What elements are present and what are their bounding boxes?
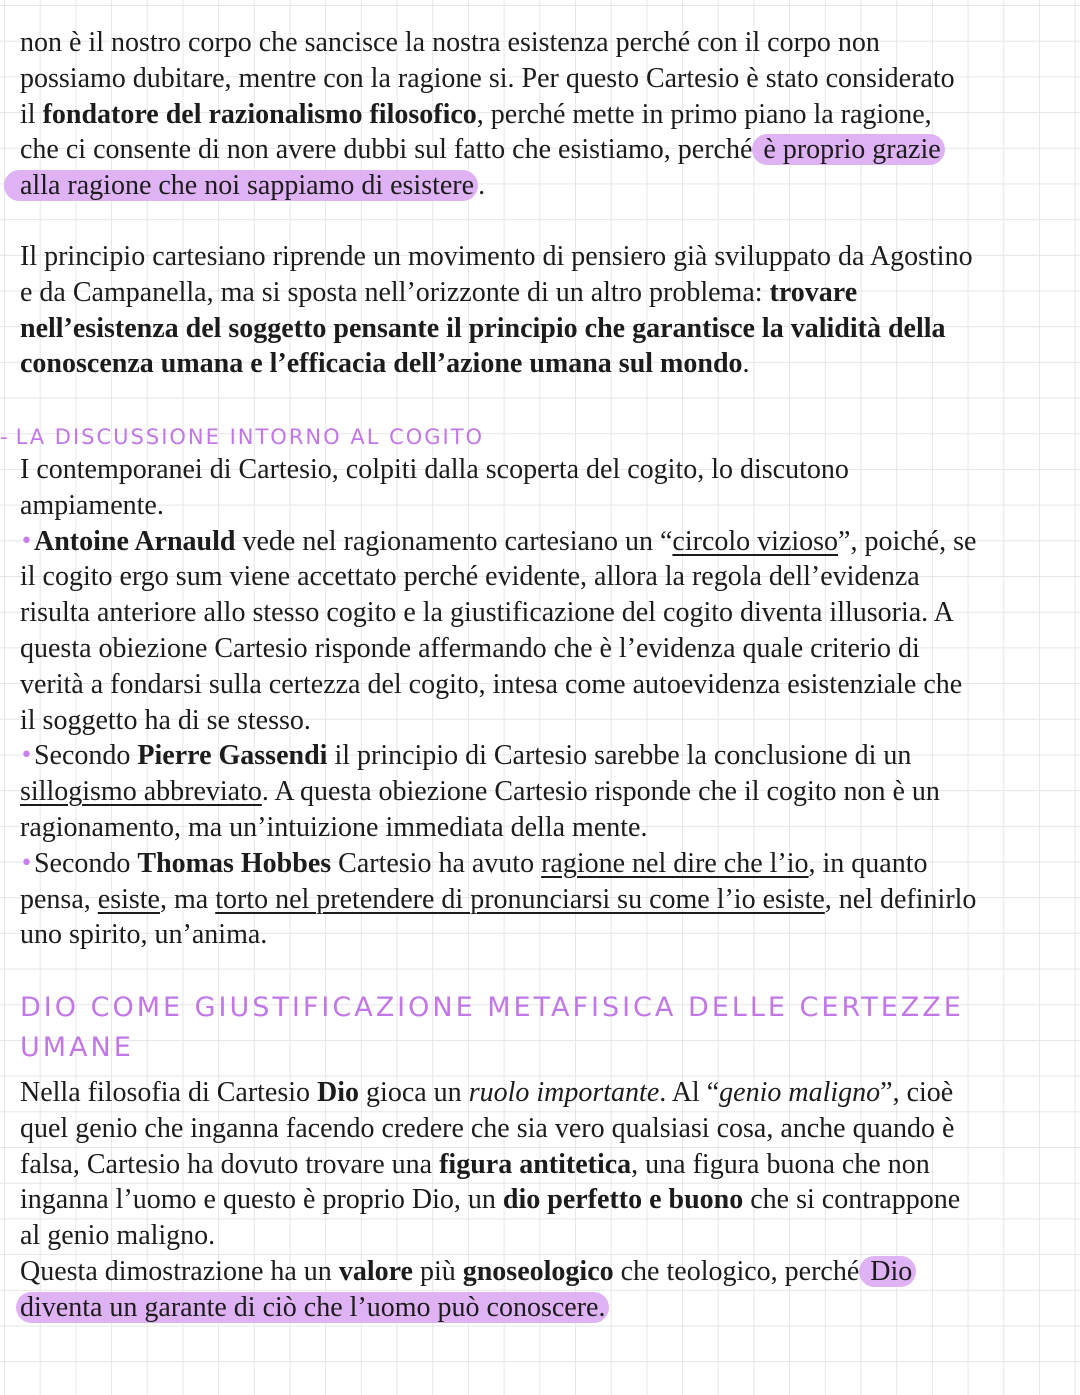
underlined-text: torto nel pretendere di pronunciarsi su come l’io esiste	[215, 883, 825, 915]
section-dio-body	[20, 1075, 1080, 1326]
bold-term: Thomas Hobbes	[137, 847, 332, 879]
bold-term: Antoine Arnauld	[33, 525, 236, 557]
paragraph-principio-cartesiano	[20, 239, 1080, 382]
underlined-text: sillogismo abbreviato	[20, 776, 262, 808]
text-line: ragionamento, ma un’intuizione immediata della mente.	[20, 811, 648, 843]
underlined-text: circolo vizioso	[672, 525, 839, 557]
bold-term: Dio	[317, 1077, 360, 1108]
text-line	[20, 311, 1080, 347]
bold-term: trovare	[769, 276, 858, 308]
bold-term: dio perfetto e buono	[502, 1184, 744, 1216]
text-line: falsa, Cartesio ha dovuto trovare una figura antitetica, una figura buona che non	[20, 1148, 930, 1180]
text-line: Nella filosofia di Cartesio Dio gioca un ruolo importante. Al “genio maligno”, cioè	[20, 1077, 954, 1108]
heading-line: UMANE	[20, 1032, 134, 1063]
text-line: verità a fondarsi sulla certezza del cogito, intesa come autoevidenza esistenziale che	[20, 668, 963, 700]
italic-term: genio maligno	[719, 1077, 881, 1108]
highlighted-text: alla ragione che noi sappiamo di esistere	[4, 170, 478, 201]
heading-dash: -	[0, 425, 10, 449]
text-line: possiamo dubitare, mentre con la ragione si. Per questo Cartesio è stato considerato	[20, 62, 955, 94]
text-line: ampiamente.	[20, 489, 164, 521]
section-heading-cogito	[0, 423, 484, 451]
text-line: il fondatore del razionalismo filosofico, perché mette in primo piano la ragione,	[20, 98, 932, 130]
bullet-hobbes: •Secondo Thomas Hobbes Cartesio ha avuto ragione nel dire che l’io, in quanto	[20, 847, 928, 879]
bold-term: nell’esistenza del soggetto pensante il principio che garantisce la validità della	[20, 312, 946, 344]
section-cogito-body	[20, 452, 1080, 953]
italic-term: ruolo importante	[468, 1077, 660, 1108]
underlined-text: ragione nel dire che l’io	[541, 847, 809, 879]
text-line: inganna l’uomo e questo è proprio Dio, un dio perfetto e buono che si contrappone	[20, 1184, 961, 1216]
text-line: e da Campanella, ma si sposta nell’orizzonte di un altro problema: trovare	[20, 276, 858, 308]
heading-text: LA DISCUSSIONE INTORNO AL COGITO	[15, 425, 485, 449]
text-line: non è il nostro corpo che sancisce la nostra esistenza perché con il corpo non	[20, 27, 880, 58]
text-line: questa obiezione Cartesio risponde affermando che è l’evidenza quale criterio di	[20, 632, 920, 664]
text-line: pensa, esiste, ma torto nel pretendere di pronunciarsi su come l’io esiste, nel definirlo	[20, 883, 977, 915]
bold-term: figura antitetica	[439, 1148, 632, 1180]
text-line: alla ragione che noi sappiamo di esistere .	[20, 168, 1080, 204]
bold-term: fondatore del razionalismo filosofico	[42, 98, 477, 130]
bullet-gassendi: •Secondo Pierre Gassendi il principio di Cartesio sarebbe la conclusione di un	[20, 740, 912, 772]
text-line: quel genio che inganna facendo credere che sia vero qualsiasi cosa, anche quando è	[20, 1112, 955, 1144]
text-line: risulta anteriore allo stesso cogito e la giustificazione del cogito diventa illusoria. A	[20, 597, 954, 629]
bold-term: Pierre Gassendi	[137, 740, 328, 772]
bullet-icon: •	[20, 743, 33, 769]
text-line: il soggetto ha di se stesso.	[20, 704, 311, 736]
highlighted-text: diventa un garante di ciò che l’uomo può conoscere.	[16, 1292, 609, 1323]
text-line: sillogismo abbreviato. A questa obiezione Cartesio risponde che il cogito non è un	[20, 776, 940, 808]
text-line: che ci consente di non avere dubbi sul fatto che esistiamo, perché è proprio grazie	[20, 132, 1080, 168]
paragraph-razionalismo	[20, 25, 1080, 204]
bold-term: gnoseologico	[462, 1255, 614, 1287]
text-line: I contemporanei di Cartesio, colpiti dalla scoperta del cogito, lo discutono	[20, 454, 849, 485]
text-line: Il principio cartesiano riprende un movimento di pensiero già sviluppato da Agostino	[20, 241, 973, 272]
text-line: conoscenza umana e l’efficacia dell’azione umana sul mondo.	[20, 348, 750, 380]
bold-term: valore	[338, 1255, 413, 1287]
highlighted-text: Dio	[859, 1256, 916, 1287]
text-line: al genio maligno.	[20, 1220, 216, 1252]
text-line: Questa dimostrazione ha un valore più gnoseologico che teologico, perché Dio	[20, 1254, 1080, 1290]
text-line	[20, 1290, 1080, 1326]
underlined-text: esiste	[97, 883, 160, 915]
bullet-icon: •	[20, 850, 33, 876]
text-line: uno spirito, un’anima.	[20, 919, 268, 951]
section-heading-dio	[20, 988, 1060, 1068]
heading-line: DIO COME GIUSTIFICAZIONE METAFISICA DELLE CERTEZZE	[20, 992, 964, 1023]
highlighted-text: è proprio grazie	[752, 134, 944, 165]
text-line: il cogito ergo sum viene accettato perché evidente, allora la regola dell’evidenza	[20, 561, 920, 593]
bullet-arnauld: •Antoine Arnauld vede nel ragionamento cartesiano un “circolo vizioso”, poiché, se	[20, 525, 977, 557]
bullet-icon: •	[20, 528, 33, 554]
bold-term: conoscenza umana e l’efficacia dell’azione umana sul mondo	[20, 348, 743, 380]
